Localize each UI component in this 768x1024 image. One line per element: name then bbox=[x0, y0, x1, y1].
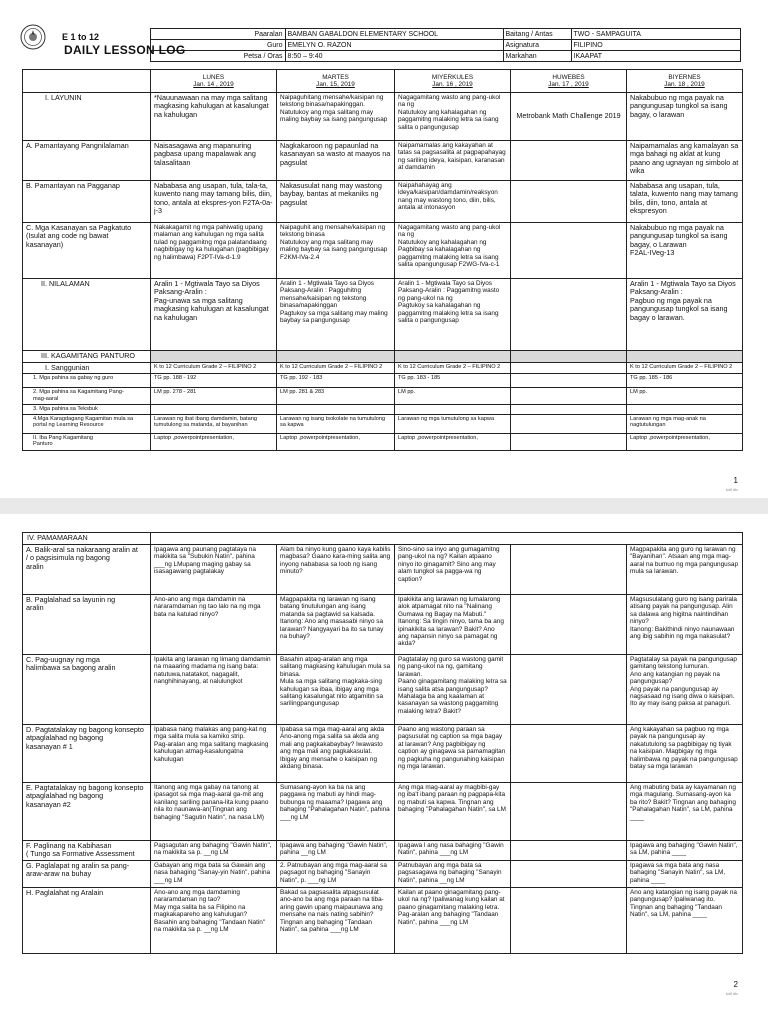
grade-label: E 1 to 12 bbox=[62, 32, 100, 42]
paglalapat-wed: Patnubayan ang mga bata sa pagsasagawa ng bahaging "Sanayin Natin", pahina __ng LM bbox=[395, 861, 511, 888]
balik-aral-mon: Ipagawa ang paunang pagtataya na makikita sa "Subukin Natin", pahina ___ng LMupang maging gabay sa isasagawang pagtalakay bbox=[151, 545, 277, 595]
sanggunian-mon: K to 12 Curriculum Grade 2 – FILIPINO 2 bbox=[151, 363, 277, 374]
gabay-tue: TG pp. 192 - 183 bbox=[277, 374, 395, 388]
paglalapat-fri: Ipagawa sa mga bata ang nasa bahaging "Sanayin Natin", sa LM, pahina ____ bbox=[627, 861, 743, 888]
day-header-wed: MIYERKULES Jan. 16 , 2019 bbox=[395, 70, 511, 93]
mag-aaral-thu bbox=[511, 388, 627, 405]
kasanayan-wed: Nagagamitang wasto ang pang-ukol na ng Natutukoy ang kahalagahan ng Pagbibay sa kahalagahan ng paggamitng malaking letra sa isang salita opangungusap F2WG-IVa-c-1 bbox=[395, 223, 511, 279]
page-2 bbox=[0, 514, 768, 1024]
page-number-2: 2 bbox=[733, 980, 738, 989]
header-value-school: BAMBAN GABALDON ELEMENTARY SCHOOL bbox=[285, 29, 503, 40]
row-label-balik-aral: A. Balik-aral sa nakaraang aralin at / o pagsisimula ng bagong aralin bbox=[23, 545, 151, 595]
sanggunian-tue: K to 12 Curriculum Grade 2 – FILIPINO 2 bbox=[277, 363, 395, 374]
pangnilalaman-tue: Nagkakaroon ng papaunlad na kasanayan sa wasto at maayos na pagsulat bbox=[277, 141, 395, 181]
header-key-datetime: Petsa / Oras bbox=[150, 51, 285, 62]
gabay-wed: TG pp. 183 - 185 bbox=[395, 374, 511, 388]
iba-pang-wed: Laptop ,powerpointpresentation, bbox=[395, 433, 511, 450]
paglalahat-fri: Ano ang katangian ng isang payak na pangungusap? Ipaliwanag ito. Tingnan ang bahaging "Tandaan Natin", sa LM, pahina ____ bbox=[627, 888, 743, 954]
row-label-pag-uugnay: C. Pag-uugnay ng mga halimbawa sa bagong aralin bbox=[23, 655, 151, 725]
balik-aral-thu bbox=[511, 545, 627, 595]
header-key-quarter: Markahan bbox=[503, 51, 571, 62]
teksbuk-tue bbox=[277, 405, 395, 415]
mag-aaral-fri: LM pp. bbox=[627, 388, 743, 405]
kabihasan-mon: Pagsagutan ang bahaging "Gawin Natin", na makikita sa p. __ng LM bbox=[151, 841, 277, 861]
header-key-subject: Asignatura bbox=[503, 40, 571, 51]
paglalahat-thu bbox=[511, 888, 627, 954]
row-label-paglalapat: G. Paglalapat ng aralin sa pang- araw-araw na buhay bbox=[23, 861, 151, 888]
karagdagang-mon: Larawan ng ibat ibang damdamin, batang tumutulong sa matanda, at bayanihan bbox=[151, 414, 277, 433]
paglalapat-thu bbox=[511, 861, 627, 888]
mag-aaral-mon: LM pp. 278 - 281 bbox=[151, 388, 277, 405]
balik-aral-wed: Sino-sino sa inyo ang gumagamitng pang-ukol na ng? Kailan atpaano ninyo ito ginagamit? Sino ang may alam tungkol sa pagga-wa ng caption? bbox=[395, 545, 511, 595]
header-key-teacher: Guro bbox=[150, 40, 285, 51]
kagamitan-shade-wed bbox=[395, 351, 511, 363]
paglalapat-mon: Gabayan ang mga bata sa Gawain ang nasa bahaging "Sanay-yin Natin", pahina ___ng LM bbox=[151, 861, 277, 888]
pagganap-wed: Naipahahayag ang ideya/kaisipan/damdamin/reaksyon nang may wastong tono, diin, bilis, antala at intonasyon bbox=[395, 181, 511, 223]
sanggunian-wed: K to 12 Curriculum Grade 2 – FILIPINO 2 bbox=[395, 363, 511, 374]
iba-pang-thu bbox=[511, 433, 627, 450]
konsepto-1-mon: Ipabasa nang malakas ang pang-kat ng mga salita mula sa kamiko strip. Pag-aralan ang mga salitang magkasing kahulugan atmag-kasalungatna kahulugan bbox=[151, 725, 277, 783]
sanggunian-fri: K to 12 Curriculum Grade 2 – FILIPINO 2 bbox=[627, 363, 743, 374]
pag-uugnay-mon: Ipakita ang larawan ng limang damdamin na maaaring madama ng isang bata: natutuwa,natatakot, nagagalit, nanghihinayang, at nalulungkot bbox=[151, 655, 277, 725]
kagamitan-shade-fri bbox=[627, 351, 743, 363]
row-label-paglalahad-layunin: B. Paglalahad sa layunin ng aralin bbox=[23, 595, 151, 655]
row-label-kagamitang-mag-aaral: 2. Mga pahina sa Kagamitang Pang- mag-aaral bbox=[23, 388, 151, 405]
page-title: DAILY LESSON LOG bbox=[64, 43, 186, 57]
konsepto-2-thu bbox=[511, 783, 627, 841]
header-key-school: Paaralan bbox=[150, 29, 285, 40]
teksbuk-thu bbox=[511, 405, 627, 415]
konsepto-1-thu bbox=[511, 725, 627, 783]
konsepto-2-fri: Ang mabuting bata ay kayamanan ng mga magulang. Sumasang-ayon ka ba rito? Bakit? Tingnan ang bahaging "Pahalagahan Natin", sa LM, pahina ____ bbox=[627, 783, 743, 841]
iba-pang-fri: Laptop ,powerpointpresentation, bbox=[627, 433, 743, 450]
karagdagang-thu bbox=[511, 414, 627, 433]
row-label-layunin: I. LAYUNIN bbox=[23, 93, 151, 141]
row-label-karagdagang: 4.Mga Karagdagang Kagamitan mula sa portal ng Learning Resource bbox=[23, 414, 151, 433]
pangnilalaman-thu bbox=[511, 141, 627, 181]
row-label-kagamitan: III. KAGAMITANG PANTURO bbox=[23, 351, 151, 363]
kasanayan-mon: Nakakagamit ng mga pahiwatig upang malaman ang kahulugan ng mga salita tulad ng paggamitng mga palatandaang nagbibigay ng ka hulugahan (pagbibigay ng halimbawa) F2PT-IVa-d-1.9 bbox=[151, 223, 277, 279]
konsepto-2-tue: Sumasang-ayon ka ba na ang paggawa ng mabuti ay hindi mag-bubunga ng maaama? Ipagawa ang bahaging "Pahalagahan Natin", pahina ___ng LM bbox=[277, 783, 395, 841]
pag-uugnay-tue: Basahin atpag-aralan ang mga salitang magkasing kahulugan mula sa binasa. Mula sa mga salitang magkaka-sing kahulugan sa ibaa, ibigay ang mga salitang kasalungat nito atgamitin sa sarilingpangungusap bbox=[277, 655, 395, 725]
nilalaman-thu bbox=[511, 279, 627, 351]
header-key-grade: Baitang / Antas bbox=[503, 29, 571, 40]
paglalahad-layunin-wed: Ipakikita ang larawan ng lumalarong alok atpamagat nito na "Nalinang Gumawa ng Bagay na Mabuti." Itanong: Sa tingin ninyo, tama ba ang ipinakikita sa larawan? Bakit? Ano ang napansin ninyo sa pamagat ng akda? bbox=[395, 595, 511, 655]
row-label-pangnilalaman: A. Pamantayang Pangnilalaman bbox=[23, 141, 151, 181]
kasanayan-fri: Nakabubuo ng mga payak na pangungusap tungkol sa isang bagay, o Larawan F2AL-IVeg-13 bbox=[627, 223, 743, 279]
kasanayan-thu bbox=[511, 223, 627, 279]
sanggunian-thu bbox=[511, 363, 627, 374]
layunin-fri: Nakabubuo ng mga payak na pangungusap tungkol sa isang bagay, o larawan bbox=[627, 93, 743, 141]
row-label-konsepto-2: E. Pagtatalakay ng bagong konsepto atpaglalahad ng bagong kasanayan #2 bbox=[23, 783, 151, 841]
row-label-pamamaraan: IV. PAMAMARAAN bbox=[23, 533, 151, 545]
paglalahad-layunin-mon: Ano-ano ang mga damdamin na nararamdaman ng tao lalo na ng mga bata na katulad ninyo? bbox=[151, 595, 277, 655]
layunin-tue: Naipaguhitang mensahe/kaisipan ng tekstong binasa/napakinggan. Natutukoy ang mga salitang may maling baybay sa isang pangungusap bbox=[277, 93, 395, 141]
pag-uugnay-wed: Pagtatalay ng guro sa wastong gamit ng pang-ukol na ng, gamitang larawan. Paano ginagamitang malaking letra sa isang salita atsa pangungusap? Mahalaga ba ang kaalaman at kasanayan sa wastong paggamitng malaking letra? Bakit? bbox=[395, 655, 511, 725]
lesson-table-page-1 bbox=[22, 69, 743, 451]
day-header-tue: MARTES Jan. 15, 2019 bbox=[277, 70, 395, 93]
karagdagang-fri: Larawan ng mga mag-anak na nagtutulungan bbox=[627, 414, 743, 433]
karagdagang-tue: Larawan ng isang tsokolate na tumutulong sa kapwa bbox=[277, 414, 395, 433]
pagganap-fri: Nababasa ang usapan, tula, talata, kuwento nang may tamang bilis, diin, tono, antala at ekspresyon bbox=[627, 181, 743, 223]
kabihasan-thu bbox=[511, 841, 627, 861]
paglalahad-layunin-thu bbox=[511, 595, 627, 655]
lesson-table-page-2 bbox=[22, 532, 743, 954]
pagganap-thu bbox=[511, 181, 627, 223]
pag-uugnay-fri: Pagtatalay sa payak na pangungusap gamitang tekstong lumuran. Ano ang katangian ng payak na pangungusap? Ang payak na pangungusap ay nagsasaad ng isang diwa o kaisipan. Ito ay may isang paksa at panaguri. bbox=[627, 655, 743, 725]
kagamitan-shade-thu bbox=[511, 351, 627, 363]
balik-aral-tue: Alam ba ninyo kung gaano kaya kabilis magbasa? Gaano kara-ming salita ang inyong nababasa sa loob ng isang minuto? bbox=[277, 545, 395, 595]
konsepto-1-tue: Ipabasa sa mga mag-aaral ang akda Ano-anong mga salita sa akda ang mali ang pagkakabaybay? Iwawasto ang mga mali ang pagkakasulat. Ibigay ang mensahe o kaisipan ng akdang binasa. bbox=[277, 725, 395, 783]
kagamitan-shade-mon bbox=[151, 351, 277, 363]
kabihasan-tue: Ipagawa ang bahaging "Gawin Natin", pahina __ng LM bbox=[277, 841, 395, 861]
paglalahad-layunin-tue: Magpapakita ng larawan ng isang batang tinutulungan ang isang matanda sa pagtawid sa kalsada. Itanong: Ano ang masasabi ninyo sa larawan? Nangyayari ba ito sa tunay na buhay? bbox=[277, 595, 395, 655]
page-number-1: 1 bbox=[733, 476, 738, 485]
day-header-fri: BIYERNES Jan. 18 , 2019 bbox=[627, 70, 743, 93]
header-value-datetime: 8:50 – 9:40 bbox=[285, 51, 503, 62]
layunin-thu: Metrobank Math Challenge 2019 bbox=[511, 93, 627, 141]
nilalaman-wed: Aralin 1 - Mgtiwala Tayo sa Diyos Paksang-Aralin : Paggamitng wasto ng pang-ukol na ng Pagtukoy sa kahalagahan ng paggamitng malaking letra sa isang salita o pangungusap bbox=[395, 279, 511, 351]
kabihasan-wed: Ipagawa l ang nasa bahaging "Gawin Natin", pahina ___ng LM bbox=[395, 841, 511, 861]
layunin-wed: Nagagamitang wasto ang pang-ukol na ng Natutukoy ang kahalagahan ng paggamitng malaking letra sa isang salita o pangungusap bbox=[395, 93, 511, 141]
kasanayan-tue: Naipaguhit ang mensahe/kaisipan ng tekstong binasa Natutukoy ang mga salitang may maling baybay sa isang pangungusap F2KM-IVa-2.4 bbox=[277, 223, 395, 279]
iba-pang-mon: Laptop ,powerpointpresentation, bbox=[151, 433, 277, 450]
gabay-mon: TG pp. 188 - 192 bbox=[151, 374, 277, 388]
day-header-mon: LUNES Jan. 14 , 2019 bbox=[151, 70, 277, 93]
pagganap-tue: Nakasusulat nang may wastong baybay, bantas at mekaniks ng pagsulat bbox=[277, 181, 395, 223]
konsepto-2-mon: Itanong ang mga gabay na tanong at ipasagot sa mga mag-aaral ga-mit ang kanilang sariling panana-lita kung paano nila ito naunawa-an(Tingnan ang bahaging "Sagutin Natin", na nasa LM) bbox=[151, 783, 277, 841]
balik-aral-fri: Magpapakita ang guro ng larawan ng "Bayanihan". Atsaan ang mga mag-aaral na bumuo ng mga pangungusap mula sa larawan. bbox=[627, 545, 743, 595]
paglalahat-tue: Bakad sa pagsasalita atpagsusulat ano-ano ba ang mga paraan na tiba-aring gawin upang maipaunawa ang mensahe na nais nating sabihin? Tingnan ang bahaging "Tandaan Natin", sa pahina ___ng LM bbox=[277, 888, 395, 954]
teksbuk-fri bbox=[627, 405, 743, 415]
nilalaman-tue: Aralin 1 - Mgtiwala Tayo sa Diyos Paksang-Aralin : Pagguhitng mensahe/kaisipan ng tekstong binasa/napakinggan Pagtukoy sa mga salitang may maling baybay sa pangungusap bbox=[277, 279, 395, 351]
row-label-sanggunian: I. Sanggunian bbox=[23, 363, 151, 374]
row-label-konsepto-1: D. Pagtatalakay ng bagong konsepto atpaglalahad ng bagong kasanayan # 1 bbox=[23, 725, 151, 783]
page-footer-2: lolit dlv bbox=[725, 991, 738, 996]
konsepto-1-fri: Ang kakayahan sa pagbuo ng mga payak na pangungusap ay nakatutulong sa pagbibigay ng tiyak na kaisipan. Magbigay ng mga halimbawa ng payak na pangungusap batay sa mga larawan bbox=[627, 725, 743, 783]
paglalahat-mon: Ano-ano ang mga damdaming nararamdaman ng tao? May mga salita ba sa Filipino na magkakapareho ang kahulugan? Basahin ang bahaging "Tandaan Natin" na makikita sa p. __ng LM bbox=[151, 888, 277, 954]
teksbuk-mon bbox=[151, 405, 277, 415]
page-footer-1: lolit dlv bbox=[725, 487, 738, 492]
kabihasan-fri: Ipagawa ang bahaging "Gawin Natin", sa LM, pahina ____ bbox=[627, 841, 743, 861]
row-label-gabay: 1. Mga pahina sa gabay ng guro bbox=[23, 374, 151, 388]
page-1 bbox=[0, 0, 768, 498]
nilalaman-mon: Aralin 1 - Mgtiwala Tayo sa Diyos Paksang-Aralin : Pag-unawa sa mga salitang magkasing kahulugan at kasalungat na kahulugan bbox=[151, 279, 277, 351]
kagamitan-shade-tue bbox=[277, 351, 395, 363]
konsepto-2-wed: Ang mga mag-aaral ay magbibi-gay ng iba't ibang paraan ng pagpapa-kita ng mabuti sa kapwa. Tingnan ang bahaging "Pahalagahan Natin", sa LM bbox=[395, 783, 511, 841]
mag-aaral-wed: LM pp. bbox=[395, 388, 511, 405]
corner-cell bbox=[23, 70, 151, 93]
pangnilalaman-wed: Naipamamalas ang kakayahan at tatas sa pagsasalita at pagpapahayag ng sariling ideya, kaisipan, karanasan at damdamin bbox=[395, 141, 511, 181]
header-value-subject: FILIPINO bbox=[571, 40, 740, 51]
pangnilalaman-mon: Naisasagawa ang mapanuring pagbasa upang mapalawak ang talasalitaan bbox=[151, 141, 277, 181]
karagdagang-wed: Larawan ng mga tumutulong sa kapwa bbox=[395, 414, 511, 433]
teksbuk-wed bbox=[395, 405, 511, 415]
pagganap-mon: Nababasa ang usapan, tula, tala-ta, kuwento nang may tamang bilis, diin, tono, antala at ekspres-yon F2TA-0a-j-3 bbox=[151, 181, 277, 223]
row-label-kabihasan: F. Paglinang na Kabihasan ( Tungo sa Formative Assessment bbox=[23, 841, 151, 861]
paglalahad-layunin-fri: Magsusulatang guro ng isang parirala atisang payak na pangungusap. Alin sa dalawa ang higitna naintindihan ninyo? Itanong: Bakithindi ninyo naunawaan ang ibig sabihin ng mga nakasulat? bbox=[627, 595, 743, 655]
paglalapat-tue: 2. Patnubayan ang mga mag-aaral sa pagsagot ng bahaging "Sanayin Natin", p. ___ng LM bbox=[277, 861, 395, 888]
nilalaman-fri: Aralin 1 - Mgtiwala Tayo sa Diyos Paksang-Aralin : Pagbuo ng mga payak na pangungusap tungkol sa isang bagay o larawan. bbox=[627, 279, 743, 351]
row-label-paglalahat: H. Paglalahat ng Aralain bbox=[23, 888, 151, 954]
konsepto-1-wed: Paano ang wastong paraan sa pagsusulat ng caption sa mga bagay at larawan? Ang pagbibigay ng caption ay ginagawa sa pamamagitan ng pagkuha ng pangunahing kaisipan ng mga larawan. bbox=[395, 725, 511, 783]
gabay-thu bbox=[511, 374, 627, 388]
iba-pang-tue: Laptop ,powerpointpresentation, bbox=[277, 433, 395, 450]
row-label-iba-pang: II. Iba Pang Kagamitang Panturo bbox=[23, 433, 151, 450]
row-label-nilalaman: II. NILALAMAN bbox=[23, 279, 151, 351]
pag-uugnay-thu bbox=[511, 655, 627, 725]
day-header-thu: HUWEBES Jan. 17 , 2019 bbox=[511, 70, 627, 93]
header-value-grade: TWO - SAMPAGUITA bbox=[571, 29, 740, 40]
row-label-teksbuk: 3. Mga pahina sa Teksbuk bbox=[23, 405, 151, 415]
pamamaraan-span bbox=[151, 533, 743, 545]
mag-aaral-tue: LM pp. 281 & 283 bbox=[277, 388, 395, 405]
row-label-pagganap: B. Pamantayan na Pagganap bbox=[23, 181, 151, 223]
gabay-fri: TG pp. 185 - 186 bbox=[627, 374, 743, 388]
paglalahat-wed: Kailan at paano ginagamitang pang-ukol na ng? Ipaliwanag kung kailan at paano ginagamitang malaking letra. Pag-aralan ang bahaging "Tandaan Natin", pahina ___ng LM bbox=[395, 888, 511, 954]
pangnilalaman-fri: Naipamamalas ang kamalayan sa mga bahagi ng aklat at kung paano ang ugnayan ng simbolo at wika bbox=[627, 141, 743, 181]
header-value-quarter: IKAAPAT bbox=[571, 51, 740, 62]
row-label-kasanayan: C. Mga Kasanayan sa Pagkatuto (Isulat ang code ng bawat kasanayan) bbox=[23, 223, 151, 279]
layunin-mon: *Nauunawaan na may mga salitang magkasing kahulugan at kasalungat na kahulugan bbox=[151, 93, 277, 141]
header-value-teacher: EMELYN O. RAZON bbox=[285, 40, 503, 51]
